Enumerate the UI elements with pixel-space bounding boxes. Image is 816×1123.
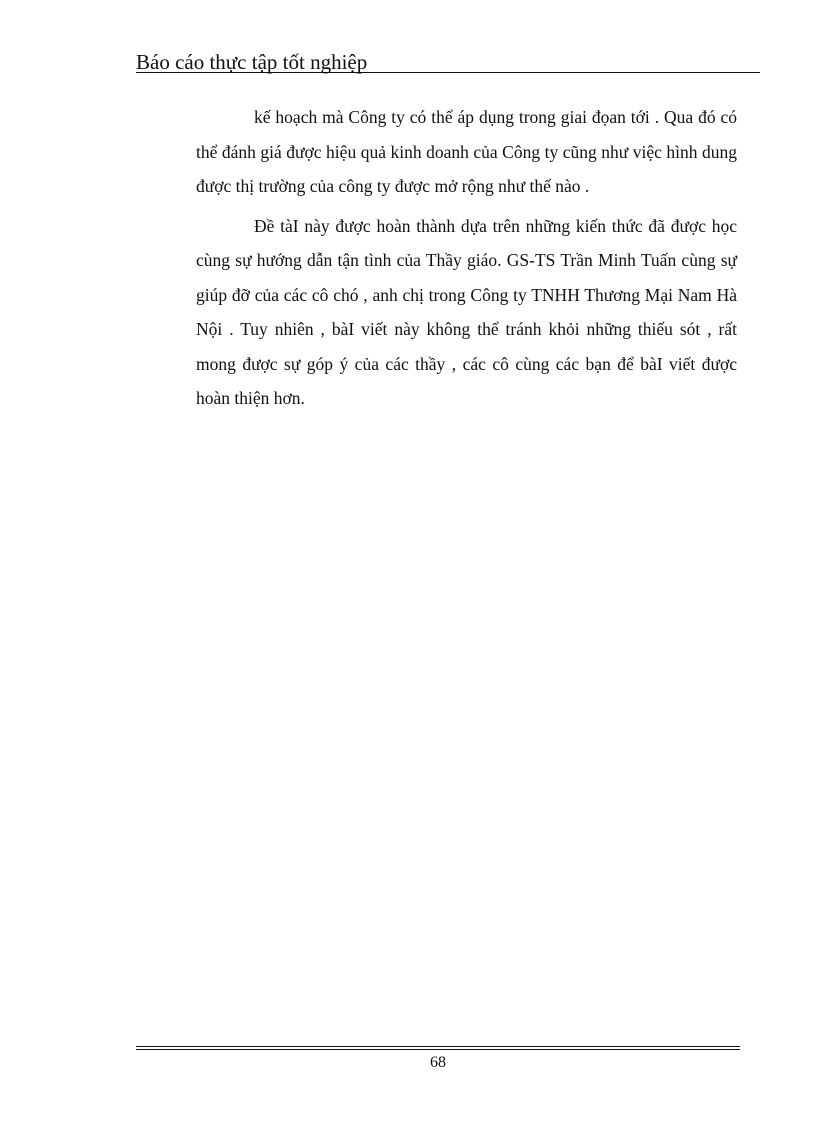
page-footer: [136, 1046, 740, 1073]
footer-rule-top: [136, 1046, 740, 1047]
document-body: [196, 100, 737, 416]
page-header: [136, 50, 760, 76]
header-rule: [136, 72, 760, 73]
paragraph-2: Đề tàI này được hoàn thành dựa trên những kiến thức đã được học cùng sự hướng dẫn tận tình của Thầy giáo. GS-TS Trần Minh Tuấn cùng sự giúp đỡ của các cô chó , anh chị trong Công ty TNHH Thương Mại Nam Hà Nội . Tuy nhiên , bàI viết này không thể tránh khỏi những thiếu sót , rất mong được sự góp ý của các thầy , các cô cùng các bạn để bàI viết được hoàn thiện hơn.: [196, 215, 737, 408]
footer-rule-bottom: [136, 1049, 740, 1050]
paragraph-1: kế hoạch mà Công ty có thể áp dụng trong giai đọan tới . Qua đó có thể đánh giá được hiệu quả kinh doanh của Công ty cũng như việc hình dung được thị trường của công ty được mở rộng như thế nào .: [196, 107, 737, 196]
page-number: 68: [430, 1054, 446, 1071]
header-title: Báo cáo thực tập tốt nghiệp: [136, 50, 368, 74]
